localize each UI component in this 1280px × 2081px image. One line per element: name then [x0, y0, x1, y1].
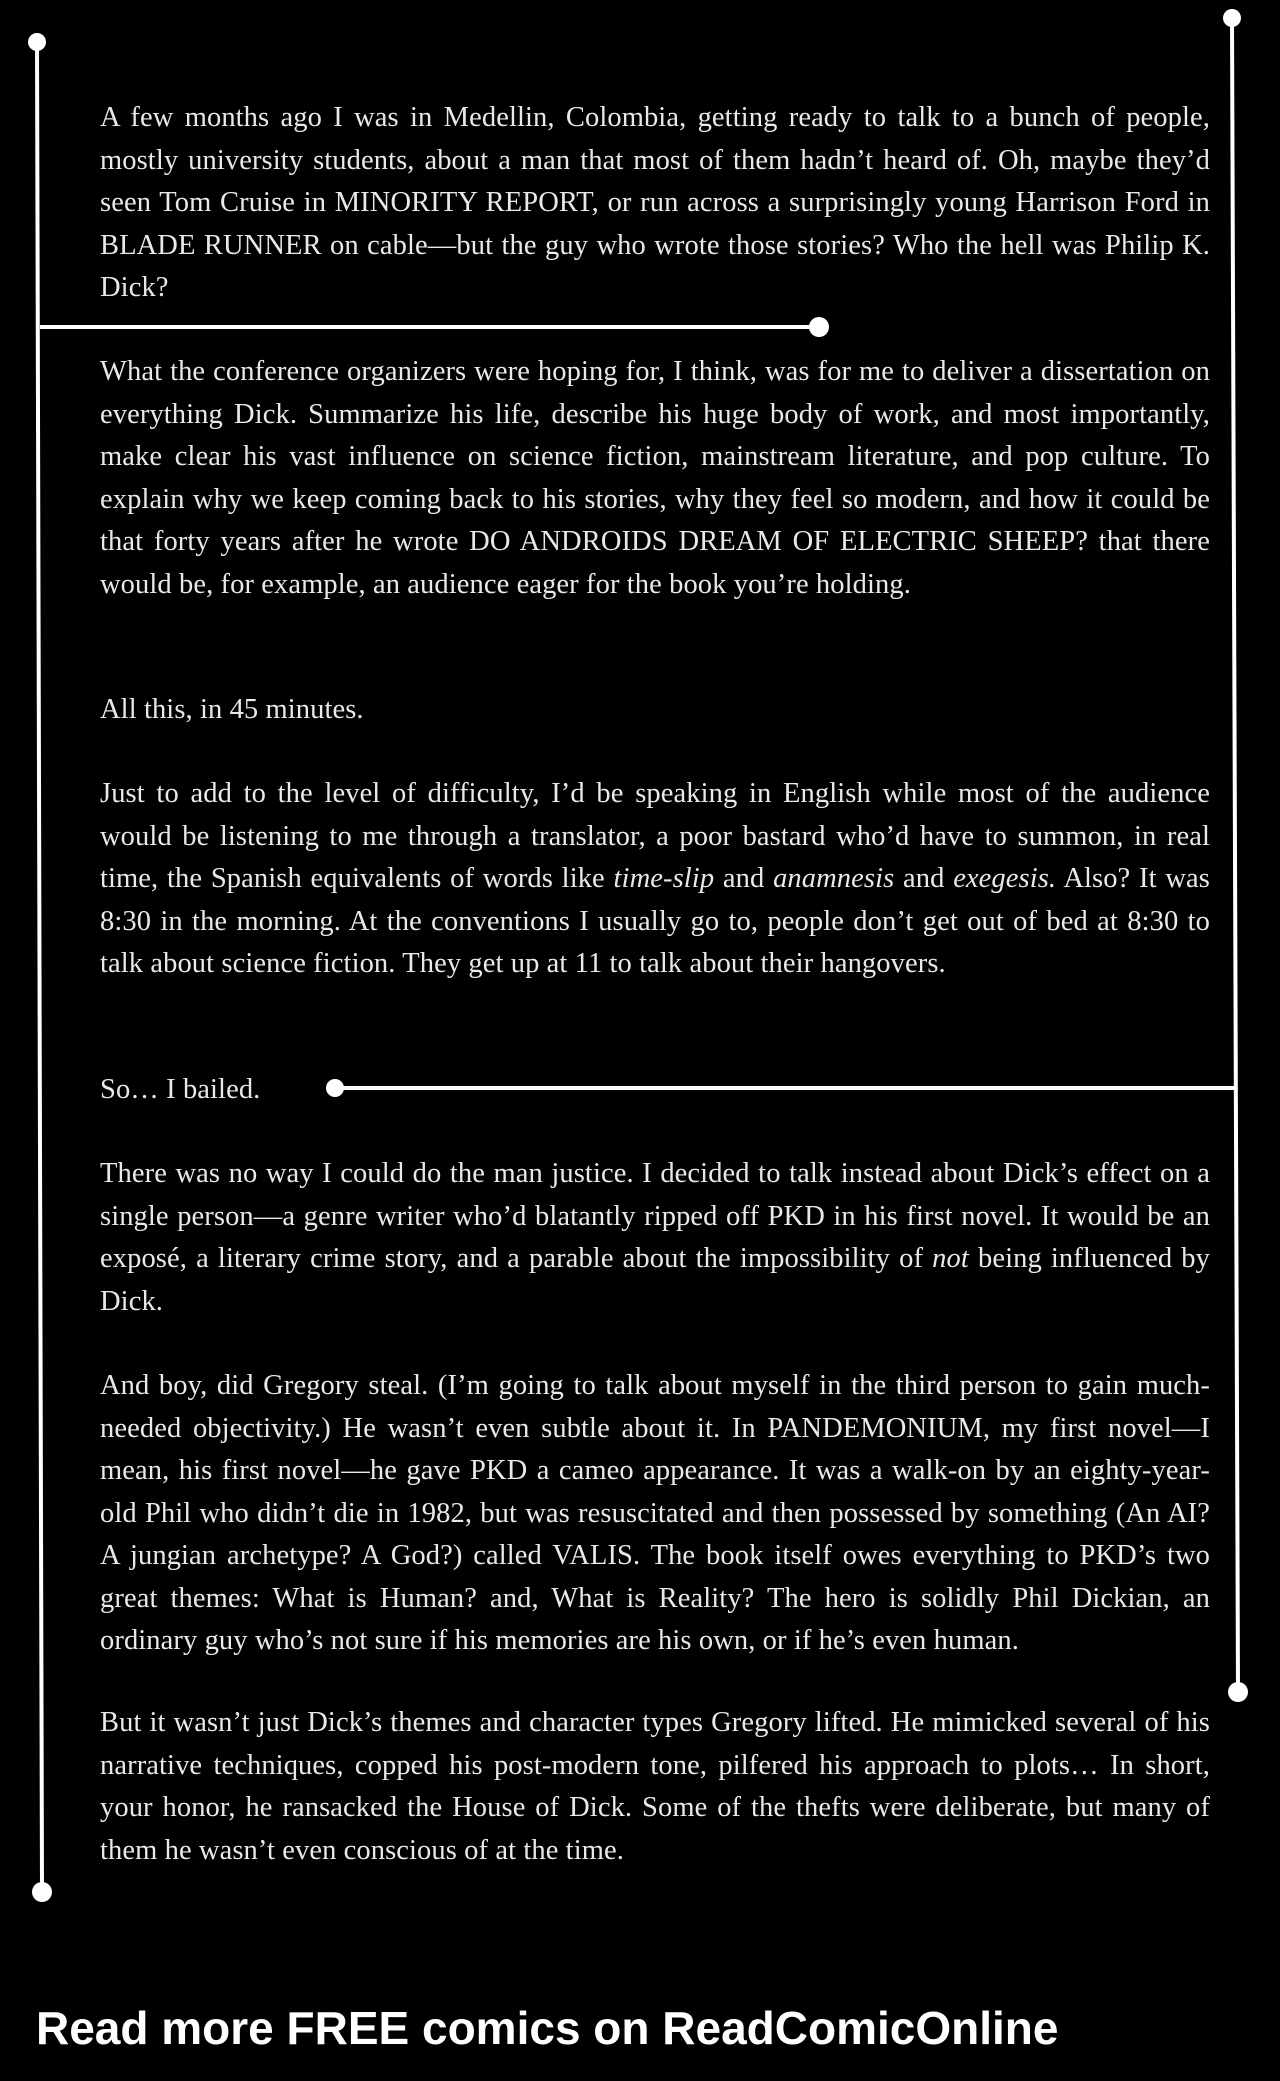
bailed-text: So… I bailed. [100, 1074, 261, 1105]
p6-text-1: There was no way I could do the man justice. I decided to talk instead about Dick’s effect on a single person—a genre writer who’d blatantly ripped off PKD in his first novel. It would be an exposé, a literary crime story, and a parable about the impossibility of [100, 1158, 1210, 1274]
left-vertical-line [37, 42, 42, 1890]
p6-text-2: being influenced by Dick. [100, 1243, 1210, 1317]
node-dot-divider-end [809, 317, 829, 337]
term-anamnesis: anamnesis [773, 863, 895, 894]
paragraph-difficulty [100, 773, 1210, 986]
paragraph-organizers: What the conference organizers were hoping for, I think, was for me to deliver a dissertation on everything Dick. Summarize his life, describe his huge body of work, and most importantly, make clear his vast influence on science fiction, mainstream literature, and pop culture. To explain why we keep coming back to his stories, why they feel so modern, and how it could be that forty years after he wrote DO ANDROIDS DREAM OF ELECTRIC SHEEP? that there would be, for example, an audience eager for the book you’re holding. [100, 356, 1210, 600]
paragraph-justice [100, 1153, 1210, 1323]
paragraph-45-minutes: All this, in 45 minutes. [100, 694, 364, 725]
p4-text-1: Just to add to the level of difficulty, I’d be speaking in English while most of the audience would be listening to me through a translator, a poor bastard who’d have to summon, in real time, the Spanish equivalents of words like [100, 778, 1210, 894]
paragraph-ransacked: But it wasn’t just Dick’s themes and character types Gregory lifted. He mimicked several of his narrative techniques, copped his post-modern tone, pilfered his approach to plots… In short, your honor, he ransacked the House of Dick. Some of the thefts were deliberate, but many of them he wasn’t even conscious of at the time. [100, 1707, 1210, 1866]
right-vertical-line [1232, 18, 1238, 1692]
emphasis-not: not [932, 1243, 969, 1274]
p4-and-2: and [894, 863, 954, 894]
paragraph-bailed [100, 1069, 1210, 1112]
term-time-slip: time-slip [613, 863, 715, 894]
term-exegesis: exegesis. [953, 863, 1057, 894]
node-dot-right-bottom [1228, 1682, 1248, 1702]
paragraph-intro: A few months ago I was in Medellin, Colombia, getting ready to talk to a bunch of people, mostly university students, about a man that most of them hadn’t heard of. Oh, maybe they’d seen Tom Cruise in MINORITY REPORT, or run across a surprisingly young Harrison Ford in BLADE RUNNER on cable—but the guy who wrote those stories? Who the hell was Philip K. Dick? [100, 102, 1210, 303]
node-dot-top-left [28, 33, 46, 51]
p4-text-2: Also? It was 8:30 in the morning. At the conventions I usually go to, people don’t get out of bed at 8:30 to talk about science fiction. They get up at 11 to talk about their hangovers. [100, 863, 1210, 979]
p4-and-1: and [714, 863, 774, 894]
node-dot-left-bottom [32, 1882, 52, 1902]
paragraph-gregory-steal: And boy, did Gregory steal. (I’m going to talk about myself in the third person to gain much-needed objectivity.) He wasn’t even subtle about it. In PANDEMONIUM, my first novel—I mean, his first novel—he gave PKD a cameo appearance. It was a walk-on by an eighty-year-old Phil who didn’t die in 1982, but was resuscitated and then possessed by something (An AI? A jungian archetype? A God?) called VALIS. The book itself owes everything to PKD’s two great themes: What is Human? and, What is Reality? The hero is solidly Phil Dickian, an ordinary guy who’s not sure if his memories are his own, or if he’s even human. [100, 1370, 1210, 1656]
read-more-banner: Read more FREE comics on ReadComicOnline [36, 2002, 1059, 2054]
node-dot-top-right [1223, 9, 1241, 27]
